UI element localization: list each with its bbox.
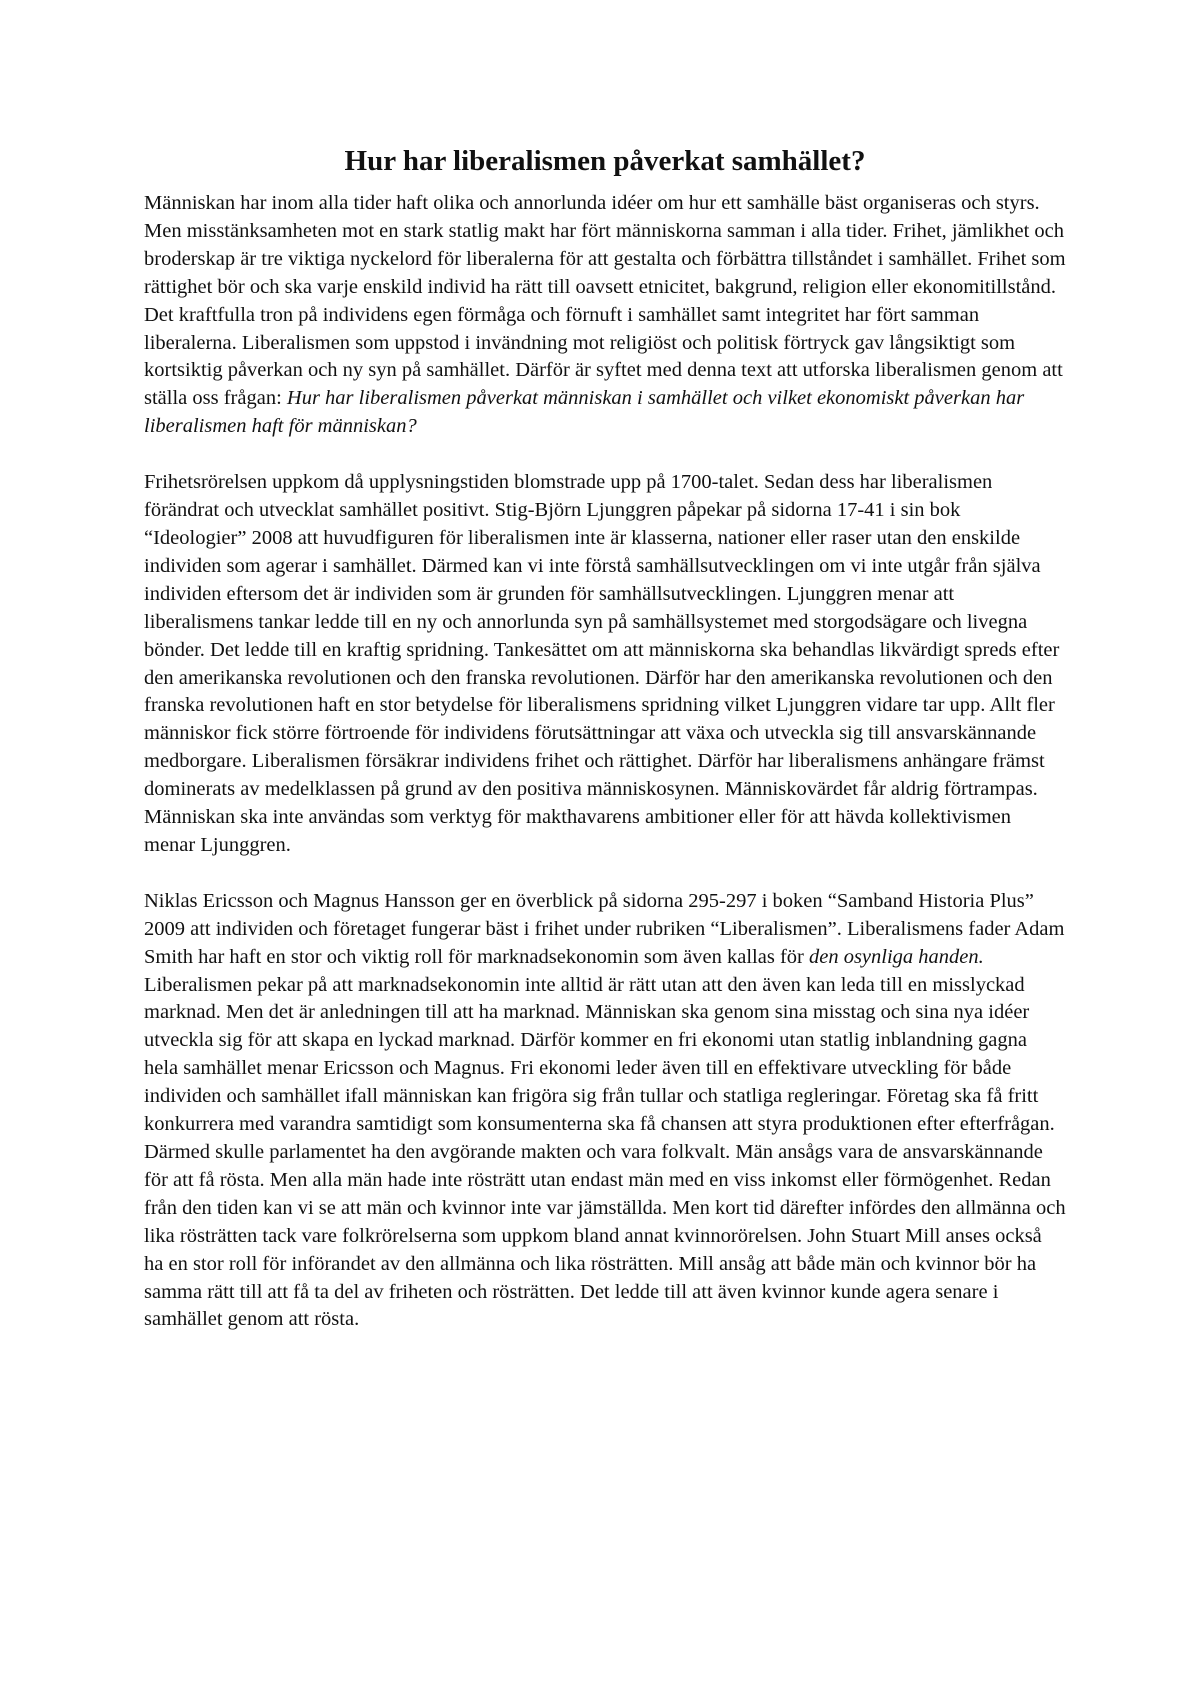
paragraph-text: Niklas Ericsson och Magnus Hansson ger en överblick på sidorna 295-297 i boken “Samband Historia Plus” 2009 att individen och företaget fungerar bäst i frihet under rubriken “Liberalismen”. Liberalismens fader Adam Smith har haft en stor och viktig roll för marknadsekonomin som även kallas för xyxy=(144,889,1065,968)
paragraph-italic-phrase: den osynliga handen. xyxy=(808,945,984,968)
paragraph-italic-question: Hur har liberalismen påverkat människan i samhället och vilket ekonomiskt påverkan har liberalismen haft för människan? xyxy=(144,387,1025,438)
paragraph-intro xyxy=(144,190,1066,441)
document-title: Hur har liberalismen påverkat samhället? xyxy=(344,145,866,177)
paragraph-ljunggren xyxy=(144,469,1066,860)
paragraph-ericsson-hansson xyxy=(144,888,1066,1335)
paragraph-text: Liberalismen pekar på att marknadsekonomin inte alltid är rätt utan att den även kan leda till en misslyckad marknad. Men det är anledningen till att ha marknad. Människan ska genom sina misstag och sina nya idéer utveckla sig för att skapa en lyckad marknad. Därför kommer en fri ekonomi utan statlig inblandning gagna hela samhället menar Ericsson och Magnus. Fri ekonomi leder även till en effektivare utveckling för både individen och samhället ifall människan kan frigöra sig från tullar och statliga regleringar. Företag ska få fritt konkurrera med varandra samtidigt som konsumenterna ska få chansen att styra produktionen efter efterfrågan. Därmed skulle parlamentet ha den avgörande makten och vara folkvalt. Män ansågs vara de ansvarskännande för att få rösta. Men alla män hade inte rösträtt utan endast män med en viss inkomst eller förmögenhet. Redan från den tiden kan vi se att män och kvinnor inte var jämställda. Men kort tid därefter infördes den allmänna och lika rösträtten tack vare folkrörelserna som uppkom bland annat kvinnorörelsen. John Stuart Mill anses också ha en stor roll för införandet av den allmänna och lika rösträtten. Mill ansåg att både män och kvinnor bör ha samma rätt till att få ta del av friheten och rösträtten. Det ledde till att även kvinnor kunde agera senare i samhället genom att rösta. xyxy=(144,973,1066,1331)
paragraph-text: Frihetsrörelsen uppkom då upplysningstiden blomstrade upp på 1700-talet. Sedan dess har liberalismen förändrat och utvecklat samhället positivt. Stig-Björn Ljunggren påpekar på sidorna 17-41 i sin bok “Ideologier” 2008 att huvudfiguren för liberalismen inte är klasserna, nationer eller raser utan den enskilde individen som agerar i samhället. Därmed kan vi inte förstå samhällsutvecklingen om vi inte utgår från själva individen eftersom det är individen som är grunden för samhällsutvecklingen. Ljunggren menar att liberalismens tankar ledde till en ny och annorlunda syn på samhällsystemet med storgodsägare och livegna bönder. Det ledde till en kraftig spridning. Tankesättet om att människorna ska behandlas likvärdigt spreds efter den amerikanska revolutionen och den franska revolutionen. Därför har den amerikanska revolutionen och den franska revolutionen haft en stor betydelse för liberalismens spridning vilket Ljunggren vidare tar upp. Allt fler människor fick större förtroende för individens förutsättningar att växa och utveckla sig till ansvarskännande medborgare. Liberalismen försäkrar individens frihet och rättighet. Därför har liberalismens anhängare främst dominerats av medelklassen på grund av den positiva människosynen. Människovärdet får aldrig förtrampas. Människan ska inte användas som verktyg för makthavarens ambitioner eller för att hävda kollektivismen menar Ljunggren. xyxy=(144,471,1060,856)
document-body xyxy=(144,142,1066,1334)
paragraph-text: Människan har inom alla tider haft olika och annorlunda idéer om hur ett samhälle bäst organiseras och styrs. Men misstänksamheten mot en stark statlig makt har fört människorna samman i alla tider. Frihet, jämlikhet och broderskap är tre viktiga nyckelord för liberalerna för att gestalta och förbättra tillståndet i samhället. Frihet som rättighet bör och ska varje enskild individ ha rätt till oavsett etnicitet, bakgrund, religion eller ekonomitillstånd. Det kraftfulla tron på individens egen förmåga och förnuft i samhället samt integritet har fört samman liberalerna. Liberalismen som uppstod i invändning mot religiöst och politisk förtryck gav långsiktigt som kortsiktig påverkan och ny syn på samhället. Därför är syftet med denna text att utforska liberalismen genom att ställa oss frågan: xyxy=(144,192,1066,410)
